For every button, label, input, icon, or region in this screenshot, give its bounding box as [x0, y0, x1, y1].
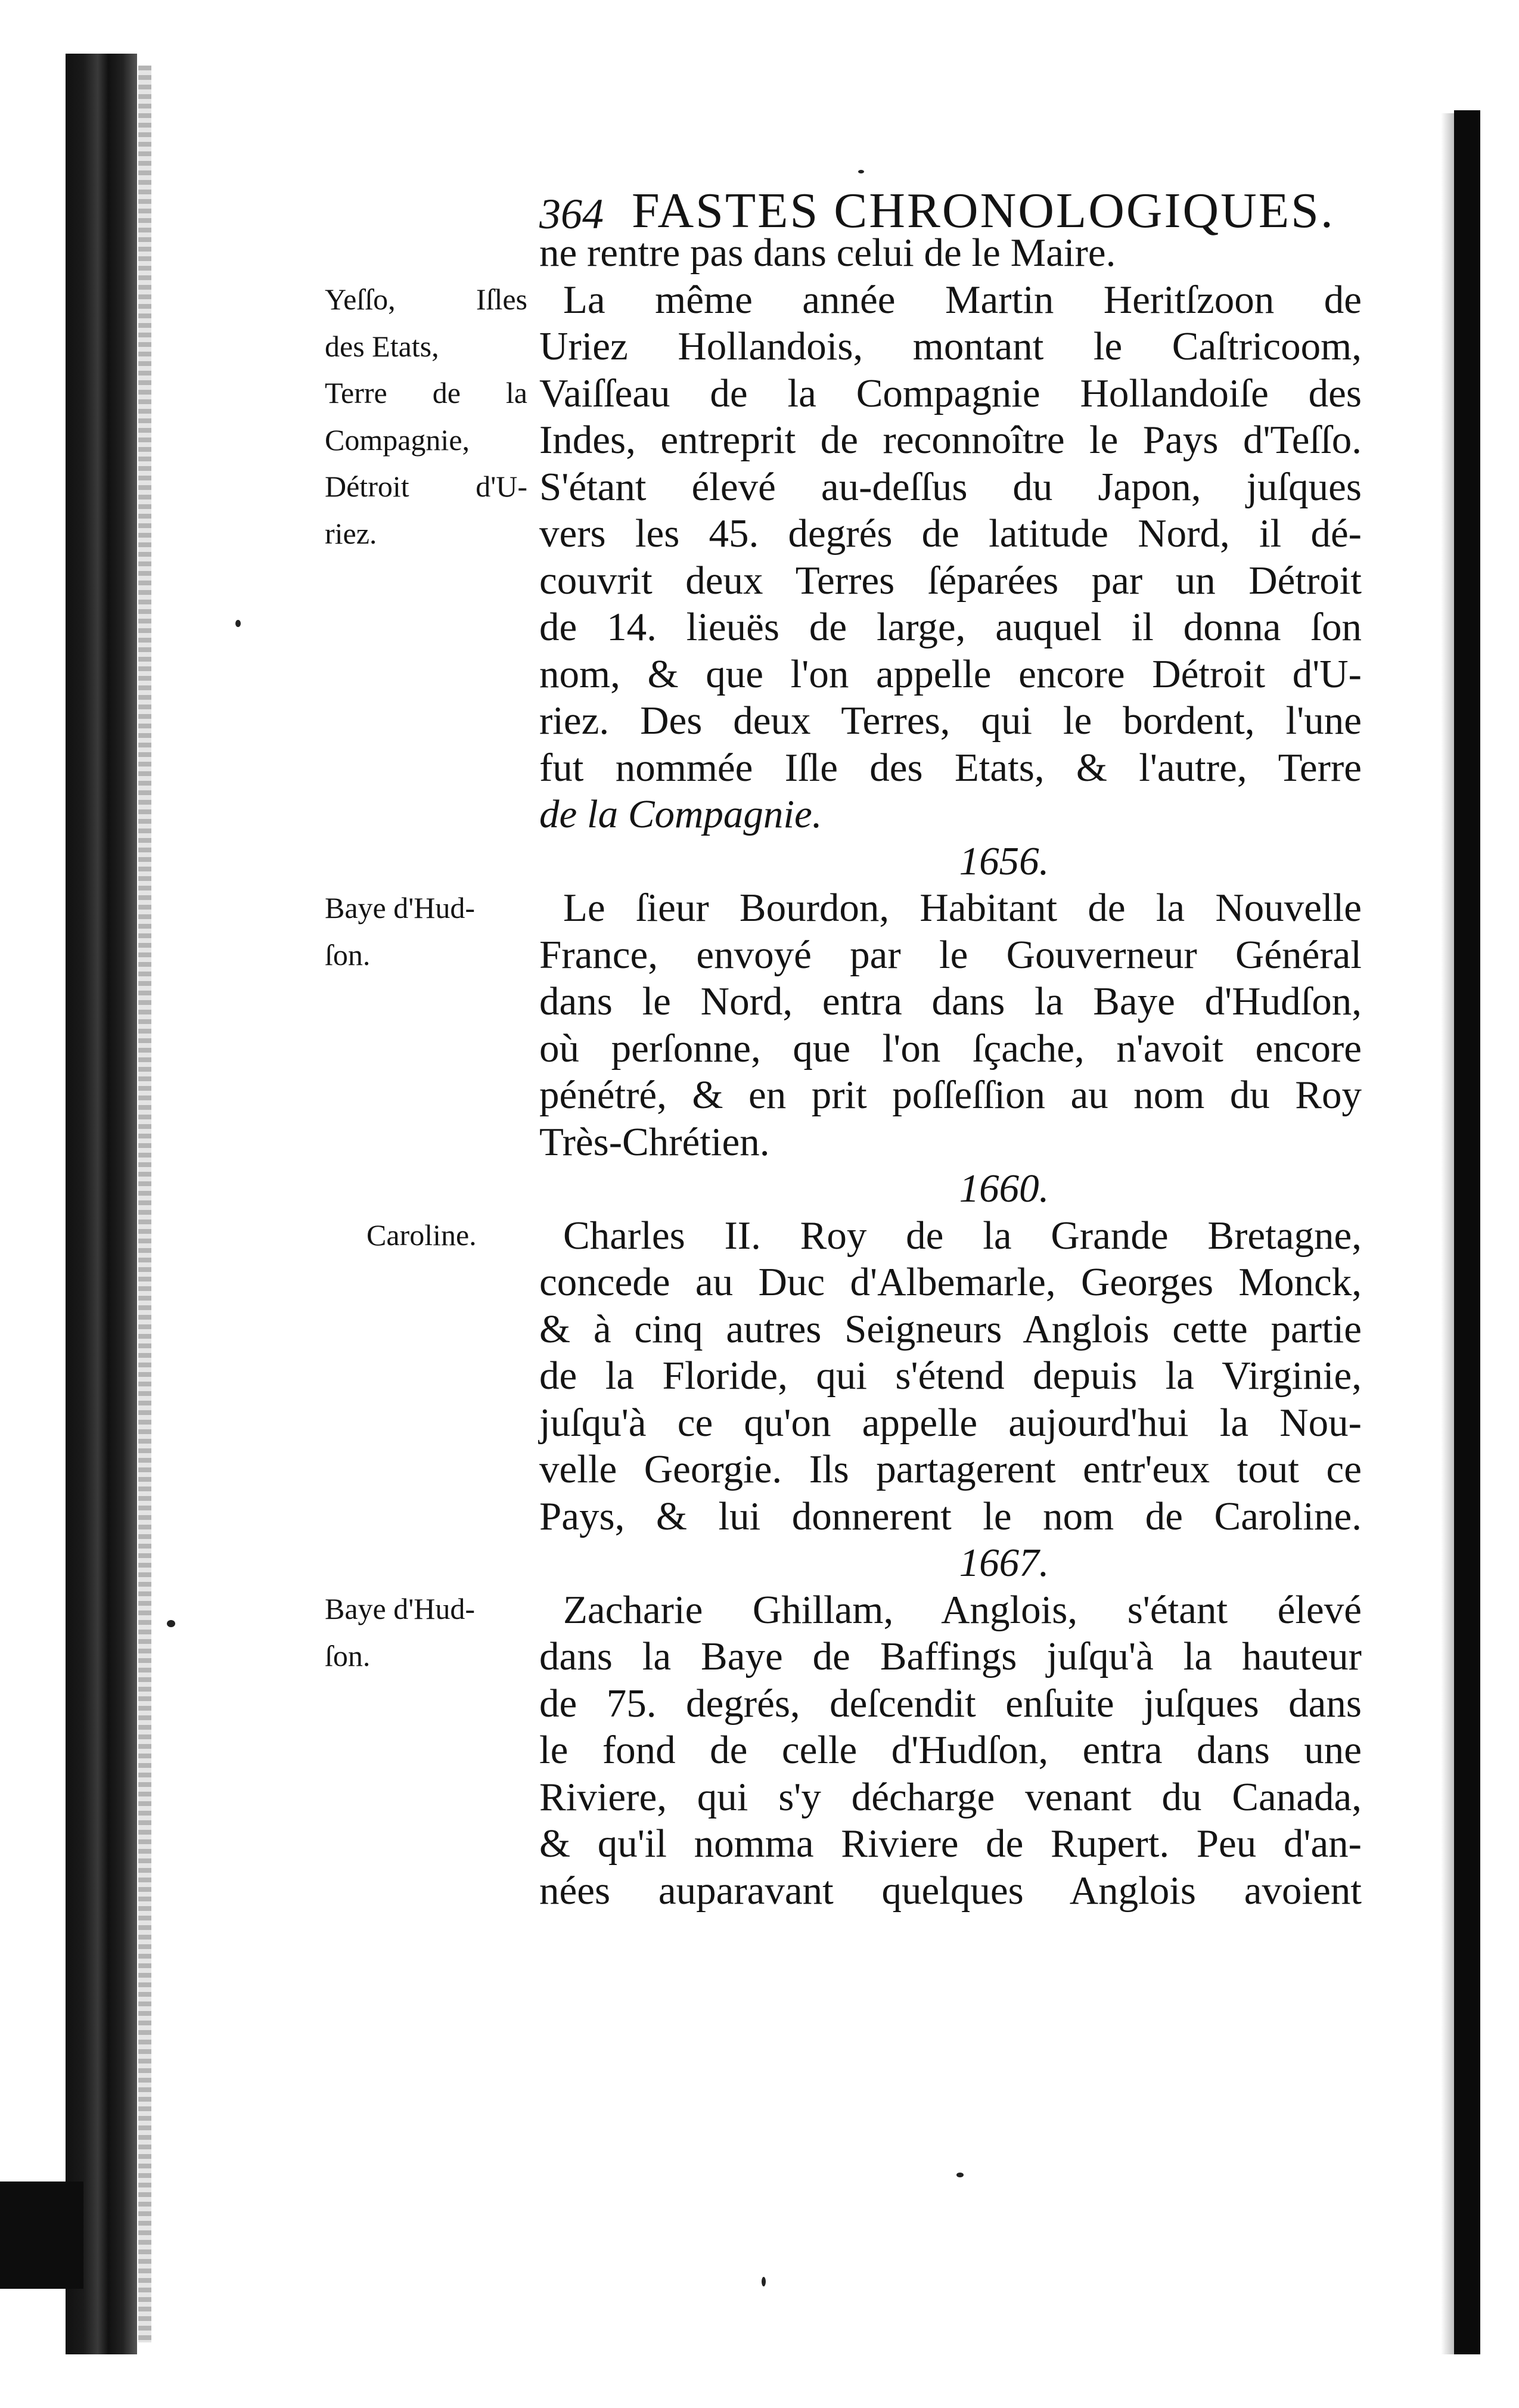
margin-note	[325, 885, 527, 978]
text-line: de 75. degrés, deſcendit enſuite juſques dans	[539, 1681, 1362, 1726]
margin-note-line: Détroit d'U-	[325, 470, 527, 503]
text-line: Charles II. Roy de la Grande Bretagne,	[563, 1213, 1362, 1258]
text-line: Zacharie Ghillam, Anglois, s'étant élevé	[563, 1587, 1362, 1632]
text-line: où perſonne, que l'on ſçache, n'avoit encore	[539, 1026, 1362, 1070]
text-line: vers les 45. degrés de latitude Nord, il dé-	[539, 511, 1362, 556]
running-title: FASTES CHRONOLOGIQUES.	[632, 183, 1335, 238]
book-edge-right	[1454, 110, 1480, 2354]
text-line: pénétré, & en prit poſſeſſion au nom du Roy	[539, 1073, 1362, 1117]
margin-note-line: Caroline.	[366, 1218, 477, 1252]
margin-note-line: Baye d'Hud-	[325, 1592, 476, 1625]
text-line: France, envoyé par le Gouverneur Général	[539, 932, 1362, 977]
year-heading: 1667.	[959, 1541, 1049, 1585]
page-shadow-right	[1441, 113, 1454, 2354]
text-line: de la Compagnie.	[539, 792, 822, 836]
margin-note-line: Terre de la	[325, 376, 527, 409]
text-line: ne rentre pas dans celui de le Maire.	[539, 231, 1116, 275]
text-line: & qu'il nomma Riviere de Rupert. Peu d'an-	[539, 1821, 1362, 1866]
scan-speck	[235, 620, 241, 627]
text-line: Indes, entreprit de reconnoître le Pays d'Teſſo.	[539, 418, 1362, 462]
text-line: Le ſieur Bourdon, Habitant de la Nouvelle	[563, 886, 1362, 930]
scan-speck	[167, 1620, 175, 1627]
margin-note-line: ſon.	[325, 938, 371, 972]
text-line: velle Georgie. Ils partagerent entr'eux tout ce	[539, 1447, 1362, 1491]
text-line: S'étant élevé au-deſſus du Japon, juſques	[539, 464, 1362, 509]
text-line: La même année Martin Heritſzoon de	[563, 277, 1362, 322]
margin-note-line: Yeſſo, Iſles	[325, 283, 527, 316]
year-heading: 1656.	[959, 839, 1049, 883]
text-line: Pays, & lui donnerent le nom de Caroline.	[539, 1494, 1362, 1538]
margin-note-line: Compagnie,	[325, 423, 470, 457]
text-line: Uriez Hollandois, montant le Caſtricoom,	[539, 324, 1362, 368]
text-line: Très-Chrétien.	[539, 1119, 770, 1164]
text-line: fut nommée Iſle des Etats, & l'autre, Terre	[539, 745, 1362, 790]
scan-speck	[858, 170, 864, 173]
margin-note	[325, 1212, 569, 1259]
text-line: concede au Duc d'Albemarle, Georges Monck,	[539, 1260, 1362, 1304]
text-line: le fond de celle d'Hudſon, entra dans une	[539, 1728, 1362, 1772]
body-text	[539, 229, 1362, 1914]
text-line: juſqu'à ce qu'on appelle aujourd'hui la Nou-	[539, 1400, 1362, 1445]
text-line: nom, & que l'on appelle encore Détroit d'U-	[539, 651, 1362, 696]
text-line: Vaiſſeau de la Compagnie Hollandoiſe des	[539, 371, 1362, 415]
text-line: de 14. lieuës de large, auquel il donna ſon	[539, 605, 1362, 649]
margin-note	[325, 276, 527, 557]
text-line: dans le Nord, entra dans la Baye d'Hudſon,	[539, 979, 1362, 1023]
text-line: dans la Baye de Baffings juſqu'à la hauteur	[539, 1634, 1362, 1678]
text-line: Riviere, qui s'y décharge venant du Canada,	[539, 1774, 1362, 1819]
text-line: riez. Des deux Terres, qui le bordent, l'une	[539, 699, 1362, 743]
text-line: nées auparavant quelques Anglois avoient	[539, 1868, 1362, 1913]
margin-note-line: Baye d'Hud-	[325, 891, 476, 924]
text-line: de la Floride, qui s'étend depuis la Virginie,	[539, 1354, 1362, 1398]
text-line: & à cinq autres Seigneurs Anglois cette partie	[539, 1307, 1362, 1351]
scan-speck	[956, 2173, 964, 2177]
margin-note-line: riez.	[325, 516, 377, 550]
margin-note	[325, 1585, 527, 1679]
year-heading: 1660.	[959, 1166, 1049, 1211]
text-line: couvrit deux Terres ſéparées par un Détroit	[539, 558, 1362, 603]
margin-note-line: des Etats,	[325, 329, 439, 363]
page-number: 364	[539, 190, 604, 238]
scan-speck	[762, 2277, 766, 2286]
page-edge-left	[138, 66, 151, 2342]
book-spine-left	[66, 54, 137, 2354]
margin-note-line: ſon.	[325, 1639, 371, 1672]
spine-tab	[0, 2182, 83, 2289]
